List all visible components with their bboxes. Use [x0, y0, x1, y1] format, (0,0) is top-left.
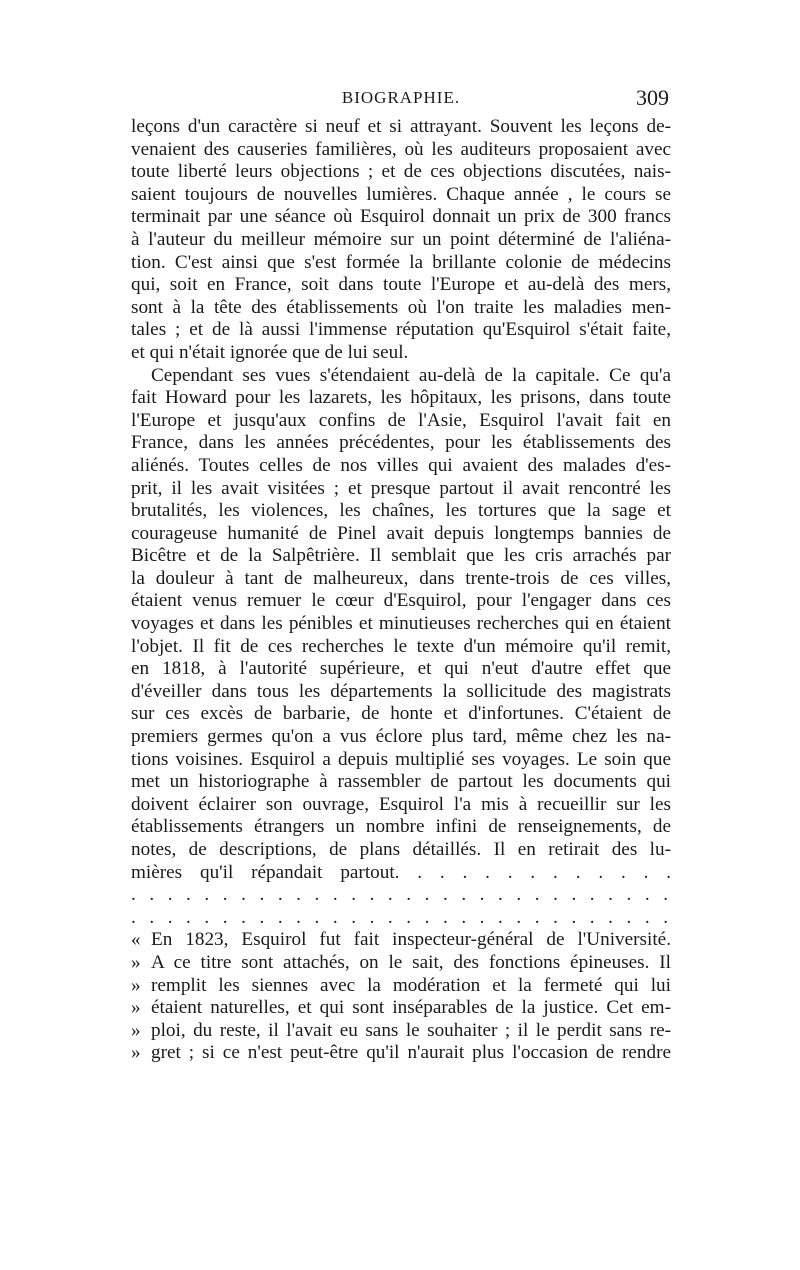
text-line: établissements étrangers un nombre infini de renseignements, de	[131, 816, 671, 838]
text-line: brutalités, les violences, les chaînes, les tortures que la sage et	[131, 500, 671, 522]
text-line: voyages et dans les pénibles et minutieuses recherches qui en étaient	[131, 613, 671, 635]
continuation-quote-mark: »	[131, 1019, 141, 1041]
text-line: Bicêtre et de la Salpêtrière. Il semblait que les cris arrachés par	[131, 545, 671, 567]
text-line: et qui n'était ignorée que de lui seul.	[131, 341, 409, 363]
text-line: tion. C'est ainsi que s'est formée la brillante colonie de médecins	[131, 251, 671, 273]
text-line: notes, de descriptions, de plans détaillés. Il en retirait des lu-	[131, 839, 671, 860]
quotation-text: gret ; si ce n'est peut-être qu'il n'aurait plus l'occasion de rendre	[151, 1042, 671, 1064]
text-line: en 1818, à l'autorité supérieure, et qui n'eut d'autre effet que	[131, 658, 671, 680]
continuation-quote-mark: »	[131, 1042, 141, 1064]
paragraph-1	[131, 116, 671, 365]
text-line: France, dans les années précédentes, pour les établissements des	[131, 432, 671, 454]
quotation-text: En 1823, Esquirol fut fait inspecteur-général de l'Université.	[151, 929, 671, 951]
running-head	[131, 85, 671, 116]
ellipsis-block	[131, 884, 671, 929]
opening-quote-mark: «	[131, 929, 141, 951]
text-line: leçons d'un caractère si neuf et si attrayant. Souvent les leçons de-	[131, 116, 671, 137]
continuation-quote-mark: »	[131, 997, 141, 1019]
text-line: sur ces excès de barbarie, de honte et d'infortunes. C'étaient de	[131, 703, 671, 725]
text-line: l'objet. Il fit de ces recherches le texte d'un mémoire qu'il remit,	[131, 635, 671, 657]
text-line: d'éveiller dans tous les départements la sollicitude des magistrats	[131, 680, 671, 702]
text-line: doivent éclairer son ouvrage, Esquirol l'a mis à recueillir sur les	[131, 793, 671, 815]
quotation-line	[131, 975, 671, 998]
text-line: tales ; et de là aussi l'immense réputation qu'Esquirol s'était faite,	[131, 319, 671, 341]
text-line: l'Europe et jusqu'aux confins de l'Asie, Esquirol l'avait fait en	[131, 409, 671, 431]
running-title: BIOGRAPHIE.	[341, 88, 461, 107]
page-number: 309	[636, 85, 669, 110]
book-page	[131, 85, 671, 1065]
text-line: sont à la tête des établissements où l'on traite les maladies men-	[131, 296, 671, 318]
text-line: mières qu'il répandait partout. . . . . . . . . . . . .	[131, 861, 671, 883]
continuation-quote-mark: »	[131, 951, 141, 973]
quotation-text: A ce titre sont attachés, on le sait, des fonctions épineuses. Il	[151, 951, 671, 973]
continuation-quote-mark: »	[131, 974, 141, 996]
text-line: aliénés. Toutes celles de nos villes qui avaient des malades d'es-	[131, 454, 671, 476]
text-line: à l'auteur du meilleur mémoire sur un point déterminé de l'aliéna-	[131, 228, 671, 250]
text-line: la douleur à tant de malheureux, dans trente-trois de ces villes,	[131, 567, 671, 589]
quotation-text: ploi, du reste, il l'avait eu sans le souhaiter ; il le perdit sans re-	[151, 1019, 671, 1041]
quotation-line	[131, 952, 671, 975]
text-line: met un historiographe à rassembler de partout les documents qui	[131, 771, 671, 793]
paragraph-2	[131, 365, 671, 885]
text-line: tions voisines. Esquirol a depuis multiplié ses voyages. Le soin que	[131, 748, 671, 770]
text-line: étaient venus remuer le cœur d'Esquirol, pour l'engager dans ces	[131, 590, 671, 612]
text-line: prit, il les avait visitées ; et presque partout il avait rencontré les	[131, 477, 671, 499]
text-line: Cependant ses vues s'étendaient au-delà de la capitale. Ce qu'a	[151, 364, 671, 386]
text-line: courageuse humanité de Pinel avait depuis longtemps bannies de	[131, 522, 671, 544]
quotation-block	[131, 929, 671, 1065]
quotation-line	[131, 997, 671, 1020]
quotation-text: étaient naturelles, et qui sont inséparables de la justice. Cet em-	[151, 997, 671, 1019]
text-line: premiers germes qu'on a vus éclore plus tard, même chez les na-	[131, 726, 671, 748]
text-line: qui, soit en France, soit dans toute l'Europe et au-delà des mers,	[131, 274, 671, 296]
ellipsis-line: . . . . . . . . . . . . . . . . . . . . . . . . . . . . . .	[131, 884, 671, 906]
quotation-line	[131, 929, 671, 952]
ellipsis-line: . . . . . . . . . . . . . . . . . . . . . . . . . . . . . .	[131, 906, 671, 928]
text-line: terminait par une séance où Esquirol donnait un prix de 300 francs	[131, 206, 671, 228]
text-line: fait Howard pour les lazarets, les hôpitaux, les prisons, dans toute	[131, 387, 671, 409]
quotation-line	[131, 1020, 671, 1043]
text-line: saient toujours de nouvelles lumières. Chaque année , le cours se	[131, 183, 671, 205]
quotation-line	[131, 1042, 671, 1065]
text-line: venaient des causeries familières, où les auditeurs proposaient avec	[131, 138, 671, 160]
quotation-text: remplit les siennes avec la modération et la fermeté qui lui	[151, 974, 671, 996]
text-line: toute liberté leurs objections ; et de ces objections discutées, nais-	[131, 161, 671, 183]
